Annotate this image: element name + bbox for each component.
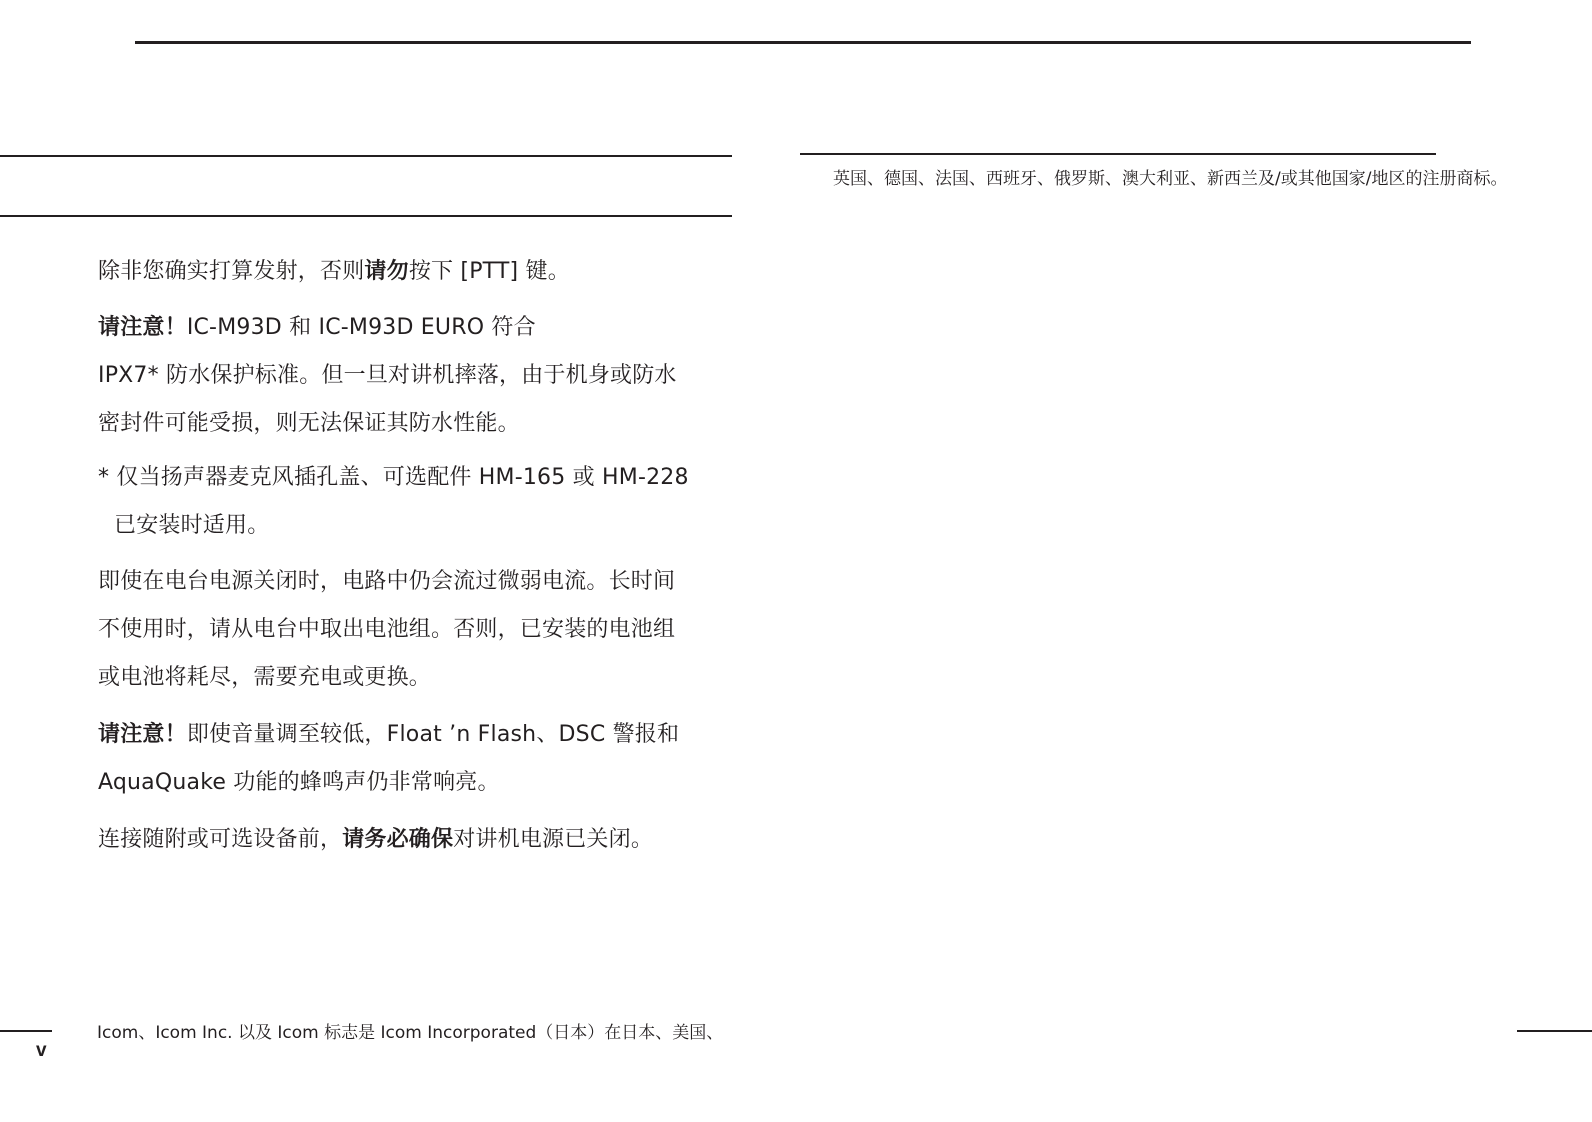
battery-line3: 或电池将耗尽，需要充电或更换。: [98, 665, 432, 690]
power-off-a: 连接随附或可选设备前，: [98, 827, 343, 852]
ptt-warning-a: 除非您确实打算发射，否则: [98, 259, 365, 284]
beep-note-line2: AquaQuake 功能的蜂鸣声仍非常响亮。: [98, 770, 500, 795]
left-section-rule-bottom: [0, 215, 732, 217]
waterproof-note: [98, 304, 738, 448]
top-rule: [135, 41, 1471, 44]
power-off-note: [98, 816, 738, 864]
power-off-c: 对讲机电源已关闭。: [453, 827, 654, 852]
trademark-line-right: 英国、德国、法国、西班牙、俄罗斯、澳大利亚、新西兰及/或其他国家/地区的注册商标。: [833, 169, 1508, 189]
waterproof-note-label: 请注意！: [98, 315, 187, 340]
bottom-left-rule: [0, 1030, 52, 1032]
battery-drain-note: [98, 558, 738, 702]
bottom-right-rule: [1517, 1030, 1592, 1032]
ptt-warning-c: 按下 [PTT] 键。: [408, 259, 570, 284]
left-section-rule-top: [0, 155, 732, 157]
right-section-rule: [800, 153, 1436, 155]
beep-loudness-note: [98, 711, 738, 807]
footnote-line1: * 仅当扬声器麦克风插孔盖、可选配件 HM-165 或 HM-228: [98, 465, 689, 490]
waterproof-note-line3: 密封件可能受损，则无法保证其防水性能。: [98, 411, 520, 436]
waterproof-note-line1: IC-M93D 和 IC-M93D EURO 符合: [186, 315, 536, 340]
trademark-line-left: Icom、Icom Inc. 以及 Icom 标志是 Icom Incorporated（日本）在日本、美国、: [97, 1023, 724, 1043]
ptt-warning-bold: 请勿: [364, 259, 409, 284]
waterproof-note-line2: IPX7* 防水保护标准。但一旦对讲机摔落，由于机身或防水: [98, 363, 677, 388]
power-off-bold: 请务必确保: [342, 827, 454, 852]
footnote-line2: 已安装时适用。: [114, 513, 270, 538]
ptt-warning: [98, 248, 738, 296]
battery-line2: 不使用时，请从电台中取出电池组。否则，已安装的电池组: [98, 617, 676, 642]
footnote-ipx7: [98, 454, 738, 550]
battery-line1: 即使在电台电源关闭时，电路中仍会流过微弱电流。长时间: [98, 569, 676, 594]
page-number: v: [36, 1040, 47, 1061]
beep-note-label: 请注意！: [98, 722, 187, 747]
beep-note-line1: 即使音量调至较低，Float ’n Flash、DSC 警报和: [186, 722, 680, 747]
